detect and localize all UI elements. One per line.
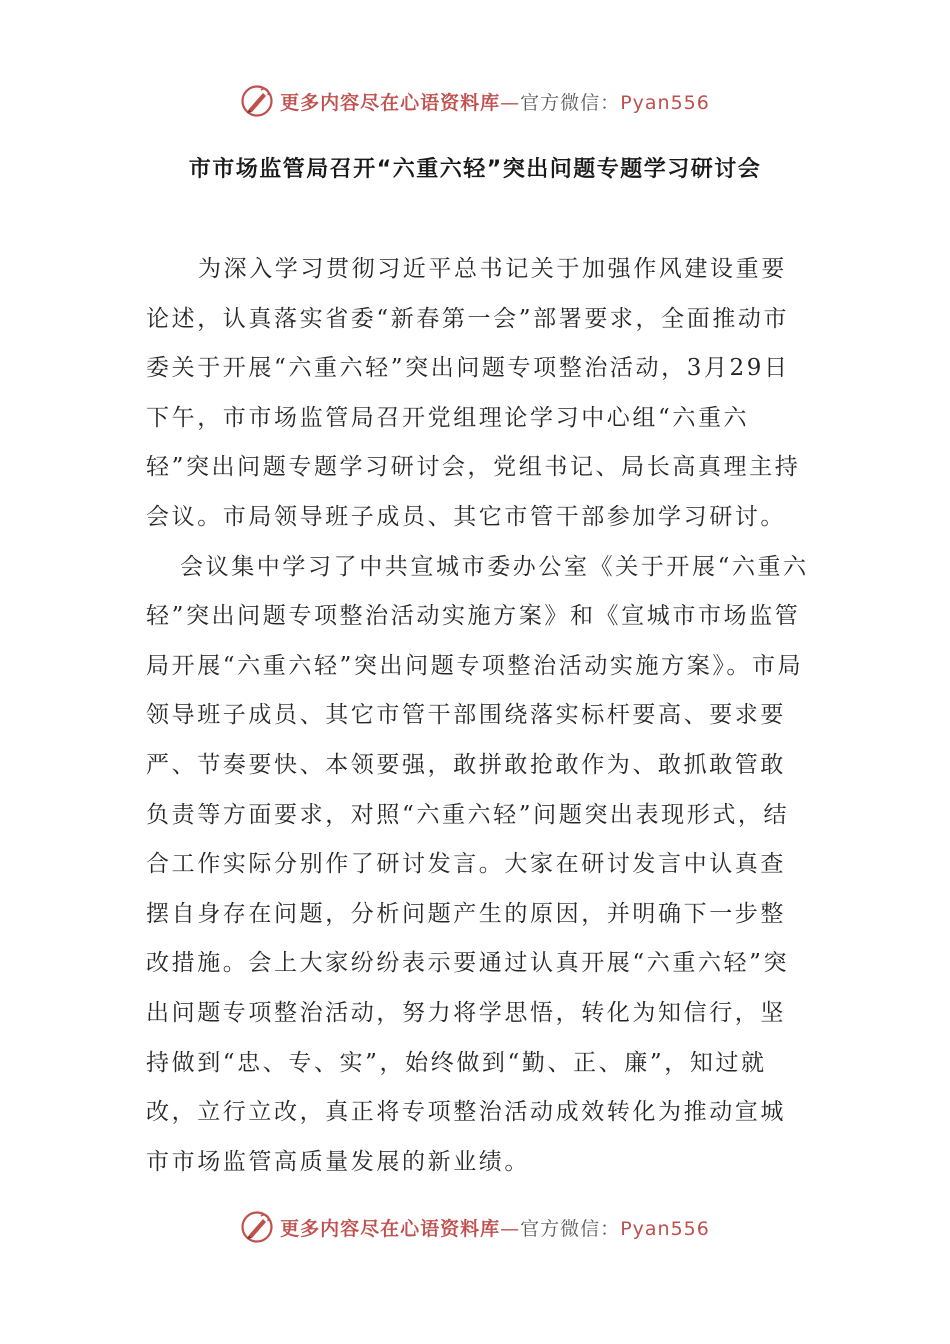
document-body <box>146 245 810 1187</box>
header-official-label: 官方微信： <box>520 91 621 114</box>
header-dash: — <box>500 91 521 114</box>
paragraph-1: 为深入学习贯彻习近平总书记关于加强作风建设重要论述，认真落实省委“新春第一会”部署要求，全面推动市委关于开展“六重六轻”突出问题专项整治活动，3月29日下午，市市场监管局召开党组理论学习中心组“六重六轻”突出问题专题学习研讨会，党组书记、局长高真理主持会议。市局领导班子成员、其它市管干部参加学习研讨。 <box>146 256 801 530</box>
pen-logo-icon <box>240 1210 274 1244</box>
header-brand-text: 更多内容尽在心语资料库 <box>280 91 501 114</box>
paragraph-2: 会议集中学习了中共宣城市委办公室《关于开展“六重六轻”突出问题专项整治活动实施方案》和《宣城市市场监管局开展“六重六轻”突出问题专项整治活动实施方案》。市局领导班子成员、其它市管干部围绕落实标杆要高、要求要严、节奏要快、本领要强，敢拼敢抢敢作为、敢抓敢管敢负责等方面要求，对照“六重六轻”问题突出表现形式，结合工作实际分别作了研讨发言。大家在研讨发言中认真查摆自身存在问题，分析问题产生的原因，并明确下一步整改措施。会上大家纷纷表示要通过认真开展“六重六轻”突出问题专项整治活动，努力将学思悟，转化为知信行，坚持做到“忠、专、实”，始终做到“勤、正、廉”，知过就改，立行立改，真正将专项整治活动成效转化为推动宣城市市场监管高质量发展的新业绩。 <box>146 553 809 1175</box>
footer-brand-text: 更多内容尽在心语资料库 <box>280 1217 501 1240</box>
header-banner-text <box>280 88 710 115</box>
header-banner <box>0 84 950 118</box>
pen-logo-icon <box>240 84 274 118</box>
footer-wechat-handle: Pyan556 <box>620 1217 710 1240</box>
header-banner-content <box>240 84 710 118</box>
footer-official-label: 官方微信： <box>520 1217 621 1240</box>
footer-banner <box>0 1210 950 1244</box>
document-title: 市市场监管局召开“六重六轻”突出问题专题学习研讨会 <box>188 157 762 182</box>
header-wechat-handle: Pyan556 <box>620 91 710 114</box>
footer-banner-content <box>240 1210 710 1244</box>
footer-banner-text <box>280 1214 710 1241</box>
footer-dash: — <box>500 1217 521 1240</box>
